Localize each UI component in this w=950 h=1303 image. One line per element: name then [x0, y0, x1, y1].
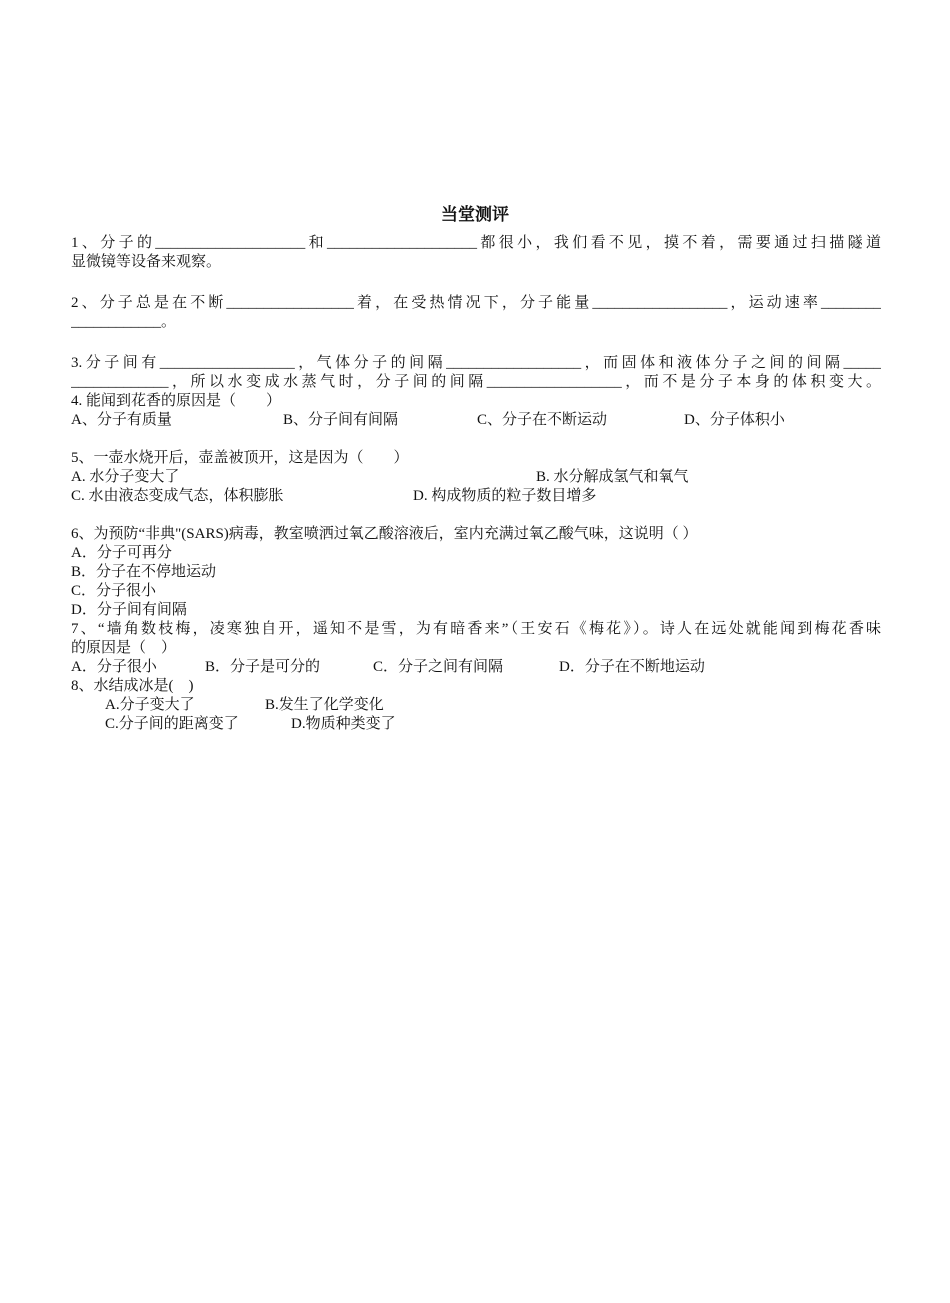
option-d: D．分子在不断地运动: [559, 659, 705, 675]
option-a: A、分子有质量: [71, 412, 172, 428]
question-3-line-2: _____________，所以水变成水蒸气时，分子间的间隔__________________，而不是分子本身的体积变大。: [71, 374, 881, 390]
option-b: B、分子间有间隔: [283, 412, 399, 428]
question-7-options: [71, 658, 881, 677]
question-5-options-row-1: [71, 468, 881, 487]
question-1-line-1: 1、分子的____________________和____________________都很小，我们看不见，摸不着，需要通过扫描隧道: [71, 235, 881, 251]
option-a: A．分子可再分: [71, 545, 172, 561]
option-c: C. 水由液态变成气态，体积膨胀: [71, 488, 284, 504]
question-8-options-row-1: [71, 696, 881, 715]
spacer: [71, 332, 881, 351]
question-5-options-row-2: [71, 487, 881, 506]
spacer: [71, 506, 881, 525]
spacer: [71, 272, 881, 291]
option-c: C．分子之间有间隔: [373, 659, 504, 675]
question-3-line-1: 3.分子间有__________________，气体分子的间隔__________________，而固体和液体分子之间的间隔_____: [71, 355, 881, 371]
quiz-content: [71, 234, 881, 734]
question-7-line-2: 的原因是（ ）: [71, 640, 177, 656]
question-1-line-2: 显微镜等设备来观察。: [71, 254, 222, 270]
option-a: A. 水分子变大了: [71, 469, 180, 485]
question-4-stem: 4. 能闻到花香的原因是（ ）: [71, 393, 282, 409]
question-8-options-row-2: [71, 715, 881, 734]
question-2-line-2: ____________。: [71, 314, 177, 330]
option-c: C、分子在不断运动: [477, 412, 608, 428]
option-c: C．分子很小: [71, 583, 157, 599]
question-6-stem: 6、为预防“非典"(SARS)病毒，教室喷洒过氧乙酸溶液后，室内充满过氧乙酸气味，这说明（ ）: [71, 526, 698, 542]
option-b: B.发生了化学变化: [265, 697, 384, 713]
option-b: B. 水分解成氢气和氧气: [536, 469, 689, 485]
question-2-line-1: 2、分子总是在不断_________________着，在受热情况下，分子能量__________________，运动速率________: [71, 295, 881, 311]
option-b: B．分子在不停地运动: [71, 564, 217, 580]
page-title: 当堂测评: [441, 205, 509, 225]
option-b: B．分子是可分的: [205, 659, 321, 675]
question-4-options: [71, 411, 881, 430]
question-8-stem: 8、水结成冰是( ): [71, 678, 194, 694]
option-d: D、分子体积小: [684, 412, 785, 428]
option-d: D．分子间有间隔: [71, 602, 187, 618]
option-a: A．分子很小: [71, 659, 157, 675]
question-7-line-1: 7、“墙角数枝梅，凌寒独自开，遥知不是雪，为有暗香来”（王安石《梅花》）。诗人在远处就能闻到梅花香味: [71, 621, 881, 637]
spacer: [71, 430, 881, 449]
option-c: C.分子间的距离变了: [105, 716, 239, 732]
question-5-stem: 5、一壶水烧开后，壶盖被顶开，这是因为（ ）: [71, 450, 409, 466]
option-d: D.物质种类变了: [291, 716, 396, 732]
option-a: A.分子变大了: [105, 697, 195, 713]
option-d: D. 构成物质的粒子数目增多: [413, 488, 597, 504]
